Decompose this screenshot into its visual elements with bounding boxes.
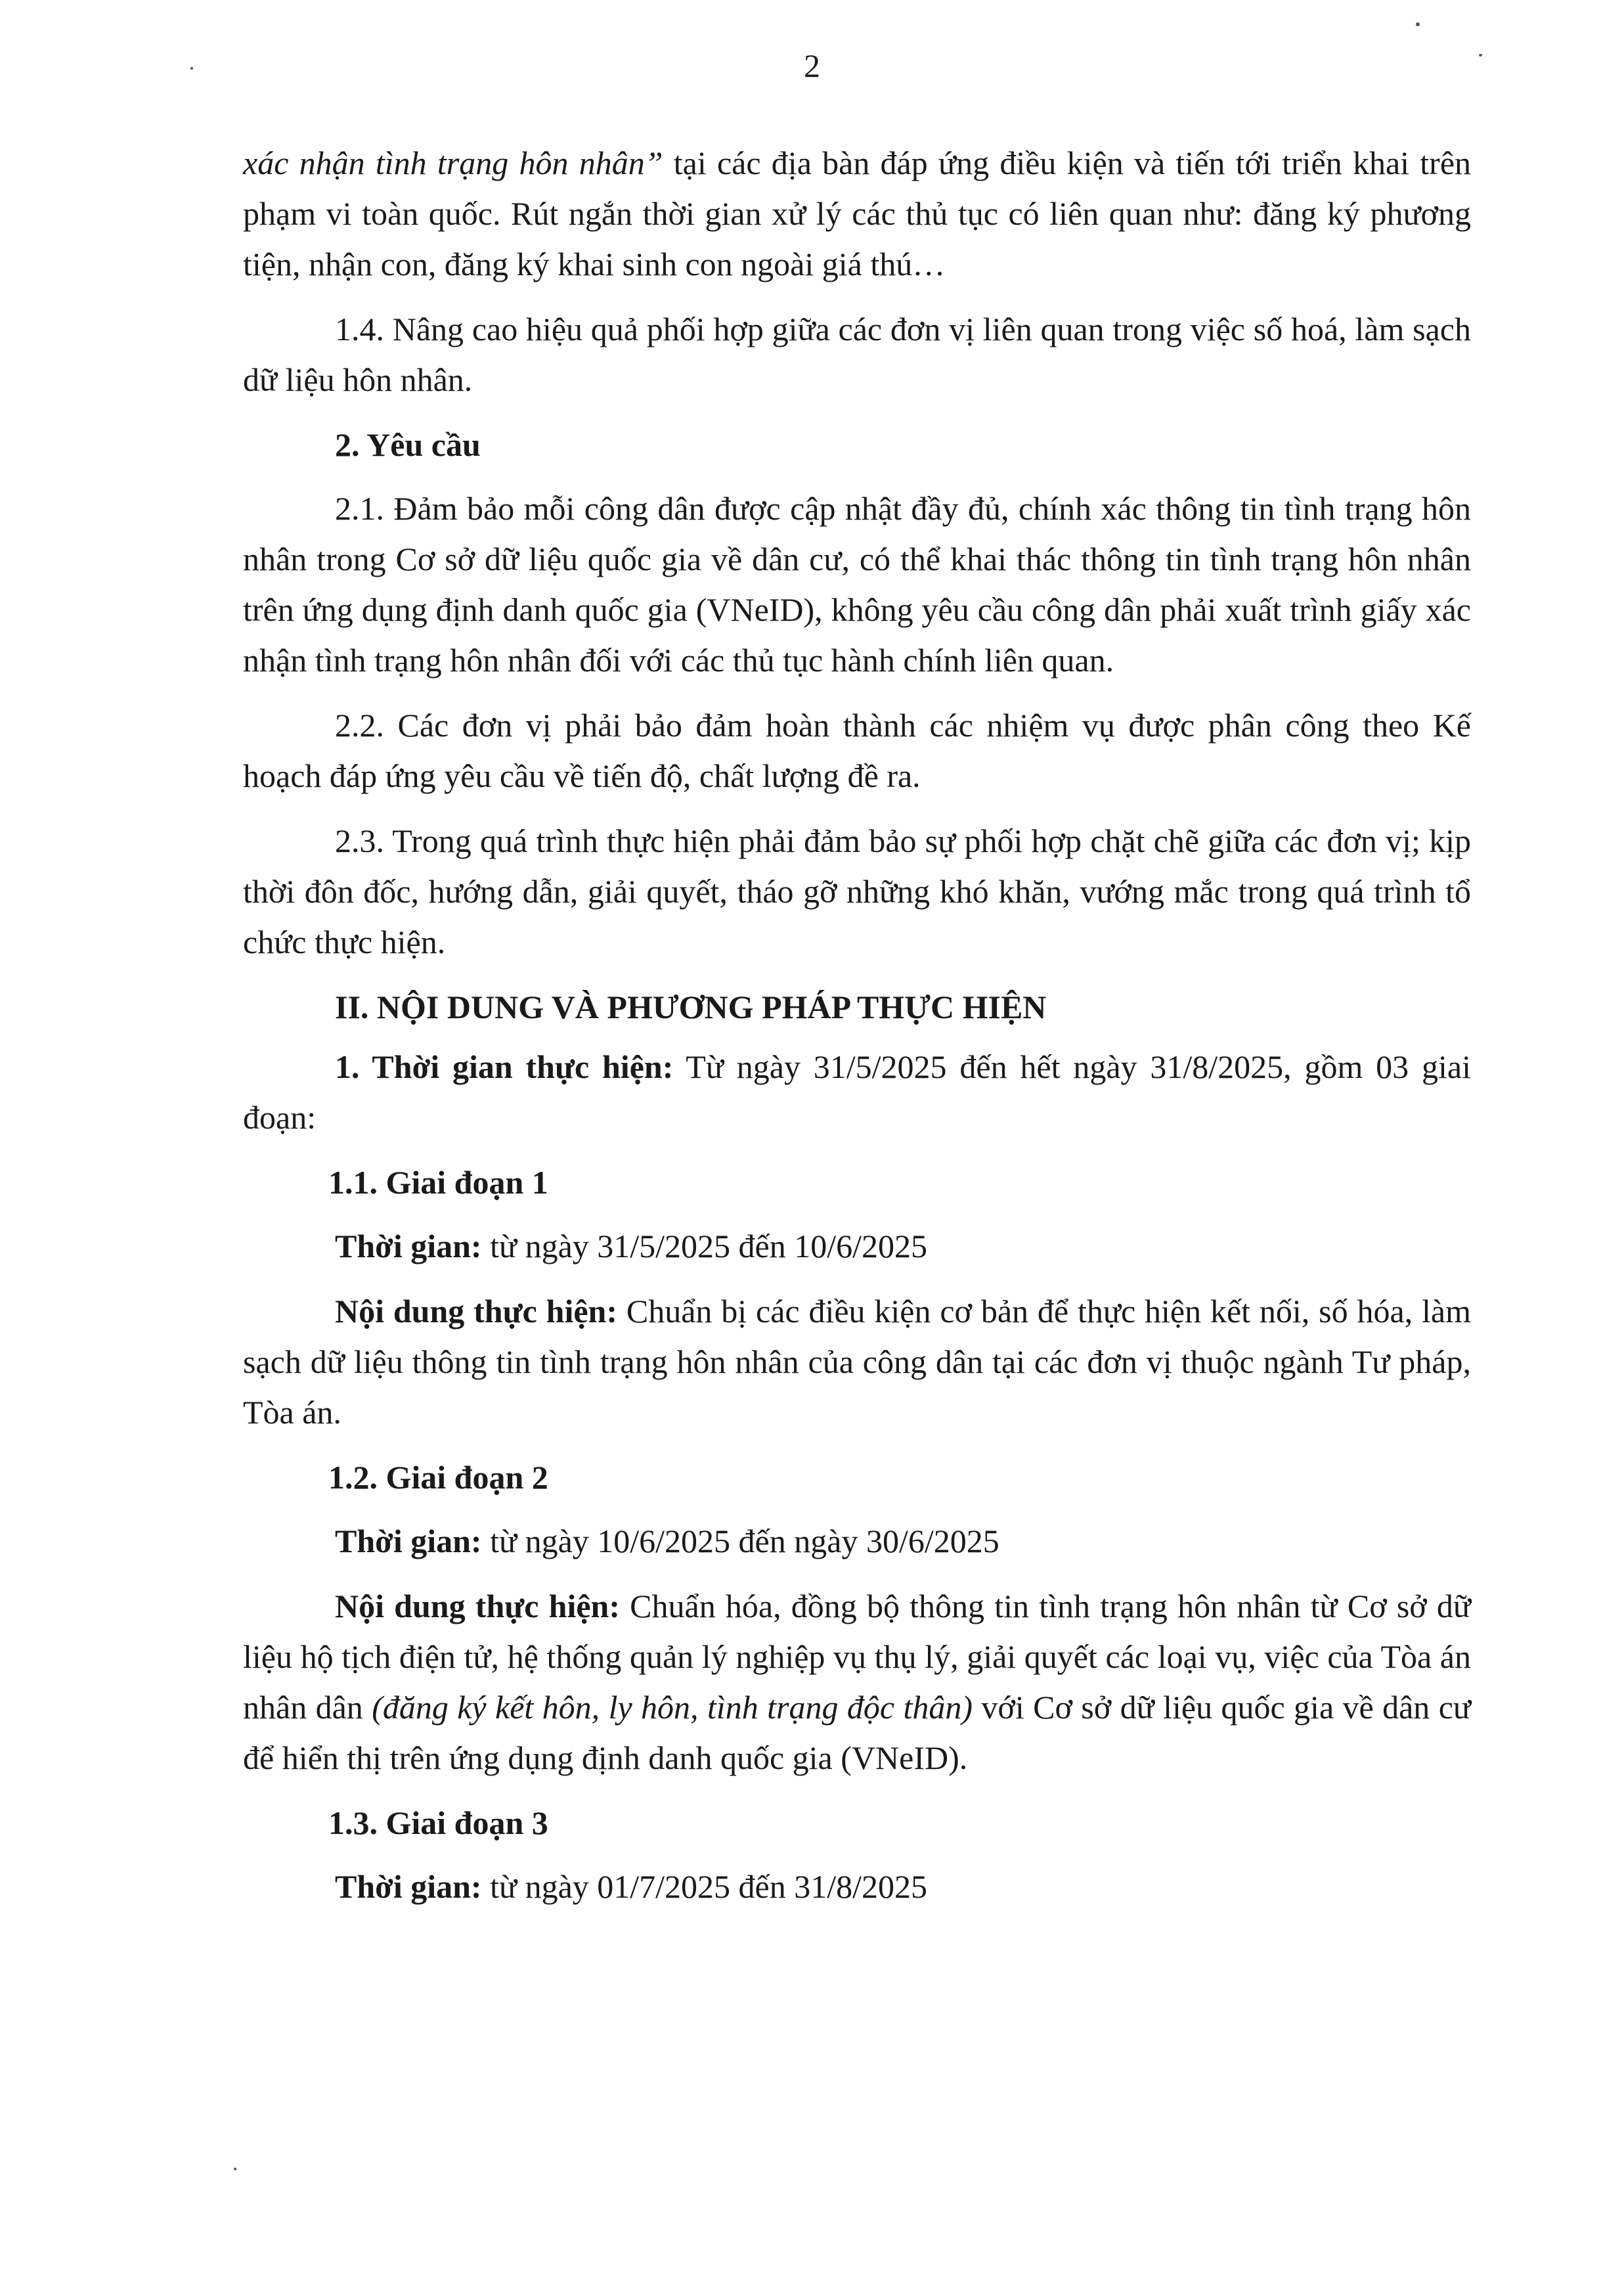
phase-1-time-label: Thời gian:	[335, 1228, 482, 1264]
phase-1-heading: 1.1. Giai đoạn 1	[328, 1164, 548, 1201]
phase-3-time	[243, 1862, 1471, 1912]
requirements-heading: 2. Yêu cầu	[335, 426, 481, 463]
scan-speck	[1479, 54, 1482, 56]
paragraph-2-3: 2.3. Trong quá trình thực hiện phải đảm bảo sự phối hợp chặt chẽ giữa các đơn vị; kịp thời đôn đốc, hướng dẫn, giải quyết, tháo gỡ những khó khăn, vướng mắc trong quá trình tổ chức thực hiện.	[243, 822, 1471, 960]
paragraph-2-1: 2.1. Đảm bảo mỗi công dân được cập nhật đầy đủ, chính xác thông tin tình trạng hôn nhân trong Cơ sở dữ liệu quốc gia về dân cư, có thể khai thác thông tin tình trạng hôn nhân trên ứng dụng định danh quốc gia (VNeID), không yêu cầu công dân phải xuất trình giấy xác nhận tình trạng hôn nhân đối với các thủ tục hành chính liên quan.	[243, 490, 1471, 679]
scan-speck	[1416, 22, 1420, 26]
phase-2-content-text-2: với Cơ sở dữ liệu quốc gia về dân cư để hiển thị trên ứng dụng định danh quốc gia (VNeID).	[243, 1689, 1471, 1776]
scan-speck	[190, 67, 193, 70]
implementation-time-paragraph	[243, 1042, 1471, 1143]
intro-text: tại các địa bàn đáp ứng điều kiện và tiến tới triển khai trên phạm vi toàn quốc. Rút ngắn thời gian xử lý các thủ tục có liên quan như: đăng ký phương tiện, nhận con, đăng ký khai sinh con ngoài giá thú…	[243, 145, 1472, 282]
phase-1-time-text: từ ngày 31/5/2025 đến 10/6/2025	[481, 1228, 928, 1264]
implementation-time-label: 1. Thời gian thực hiện:	[335, 1048, 674, 1085]
phase-2-content	[243, 1581, 1471, 1783]
phase-3-time-label: Thời gian:	[335, 1868, 482, 1905]
phase-1-time	[243, 1221, 1471, 1272]
intro-italic-text: xác nhận tình trạng hôn nhân”	[243, 145, 663, 181]
scan-speck	[234, 2168, 236, 2170]
paragraph-2-2: 2.2. Các đơn vị phải bảo đảm hoàn thành các nhiệm vụ được phân công theo Kế hoạch đáp ứng yêu cầu về tiến độ, chất lượng đề ra.	[243, 707, 1471, 794]
phase-2-time-label: Thời gian:	[335, 1523, 482, 1559]
document-body	[243, 138, 1471, 1927]
phase-3-heading: 1.3. Giai đoạn 3	[328, 1804, 548, 1841]
phase-3-time-text: từ ngày 01/7/2025 đến 31/8/2025	[481, 1868, 928, 1905]
phase-2-content-text-1: Chuẩn hóa, đồng bộ thông tin tình trạng hôn nhân từ Cơ sở dữ liệu hộ tịch điện tử, hệ thống quản lý nghiệp vụ thụ lý, giải quyết các loại vụ, việc của Tòa án nhân dân	[243, 1588, 1471, 1726]
section-2-heading: II. NỘI DUNG VÀ PHƯƠNG PHÁP THỰC HIỆN	[335, 989, 1047, 1025]
intro-paragraph	[243, 138, 1471, 290]
phase-2-content-italic: (đăng ký kết hôn, ly hôn, tình trạng độc thân)	[372, 1689, 973, 1726]
phase-1-content	[243, 1286, 1471, 1438]
phase-2-heading: 1.2. Giai đoạn 2	[328, 1459, 548, 1496]
implementation-time-text: Từ ngày 31/5/2025 đến hết ngày 31/8/2025, gồm 03 giai đoạn:	[243, 1048, 1471, 1136]
phase-2-content-label: Nội dung thực hiện:	[335, 1588, 620, 1624]
phase-2-time	[243, 1516, 1471, 1567]
page-number: 2	[804, 47, 820, 84]
phase-2-time-text: từ ngày 10/6/2025 đến ngày 30/6/2025	[481, 1523, 999, 1559]
phase-1-content-text: Chuẩn bị các điều kiện cơ bản để thực hiện kết nối, số hóa, làm sạch dữ liệu thông tin tình trạng hôn nhân của công dân tại các đơn vị thuộc ngành Tư pháp, Tòa án.	[243, 1293, 1471, 1431]
phase-1-content-label: Nội dung thực hiện:	[335, 1293, 618, 1329]
paragraph-1-4: 1.4. Nâng cao hiệu quả phối hợp giữa các đơn vị liên quan trong việc số hoá, làm sạch dữ liệu hôn nhân.	[243, 311, 1471, 398]
